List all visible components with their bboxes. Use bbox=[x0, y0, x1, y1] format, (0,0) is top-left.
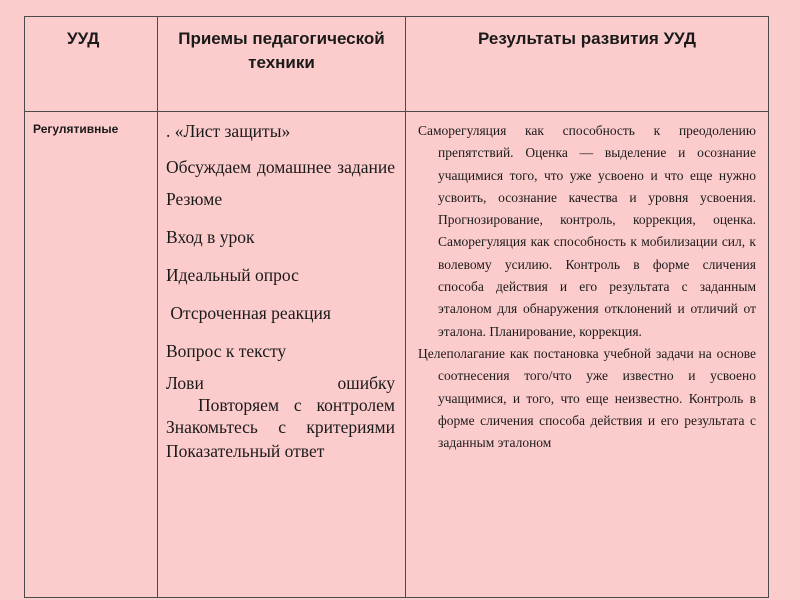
header-techniques: Приемы педагогической техники bbox=[158, 17, 406, 112]
technique-item bbox=[166, 156, 395, 178]
header-results: Результаты развития УУД bbox=[406, 17, 769, 112]
category-cell: Регулятивные bbox=[25, 112, 158, 598]
technique-item: . «Лист защиты» bbox=[166, 121, 291, 141]
results-cell bbox=[406, 112, 769, 598]
results-paragraph: Целеполагание как постановка учебной задачи на основе соотнесения того/что уже известно и усвоено учащимися, и того, что еще неизвестно. Контроль в форме сличения способа действия и его результата с заданным эталоном bbox=[418, 345, 756, 451]
technique-item: Лови ошибку bbox=[166, 373, 395, 393]
header-uud: УУД bbox=[25, 17, 158, 112]
technique-item: Резюме bbox=[166, 189, 223, 209]
header-row bbox=[25, 17, 769, 112]
regulative-row bbox=[25, 112, 769, 598]
techniques-cell bbox=[158, 112, 406, 598]
technique-item: Идеальный опрос bbox=[166, 265, 299, 285]
technique-item: Знакомьтесь с критериями bbox=[166, 417, 395, 437]
technique-item: Вопрос к тексту bbox=[166, 341, 287, 361]
technique-item: Показательный ответ bbox=[166, 441, 325, 461]
technique-item: Отсроченная реакция bbox=[166, 303, 331, 323]
technique-item: Повторяем с контролем bbox=[198, 395, 395, 415]
results-paragraph: Саморегуляция как способность к преодолению препятствий. Оценка — выделение и осознание учащимися того, что уже усвоено и что еще нужно усвоить, осознание качества и уровня усвоения. Прогнозирование, контроль, коррекция, оценка. Саморегуляция как способность к мобилизации сил, к волевому усилию. Контроль в форме сличения способа действия и его результата с заданным эталоном для обнаружения отклонений и отличий от эталона. Планирование, коррекция. bbox=[418, 123, 756, 339]
technique-text: Обсуждаем домашнее задание bbox=[166, 157, 395, 177]
technique-item: Вход в урок bbox=[166, 227, 255, 247]
uud-table bbox=[24, 16, 769, 598]
